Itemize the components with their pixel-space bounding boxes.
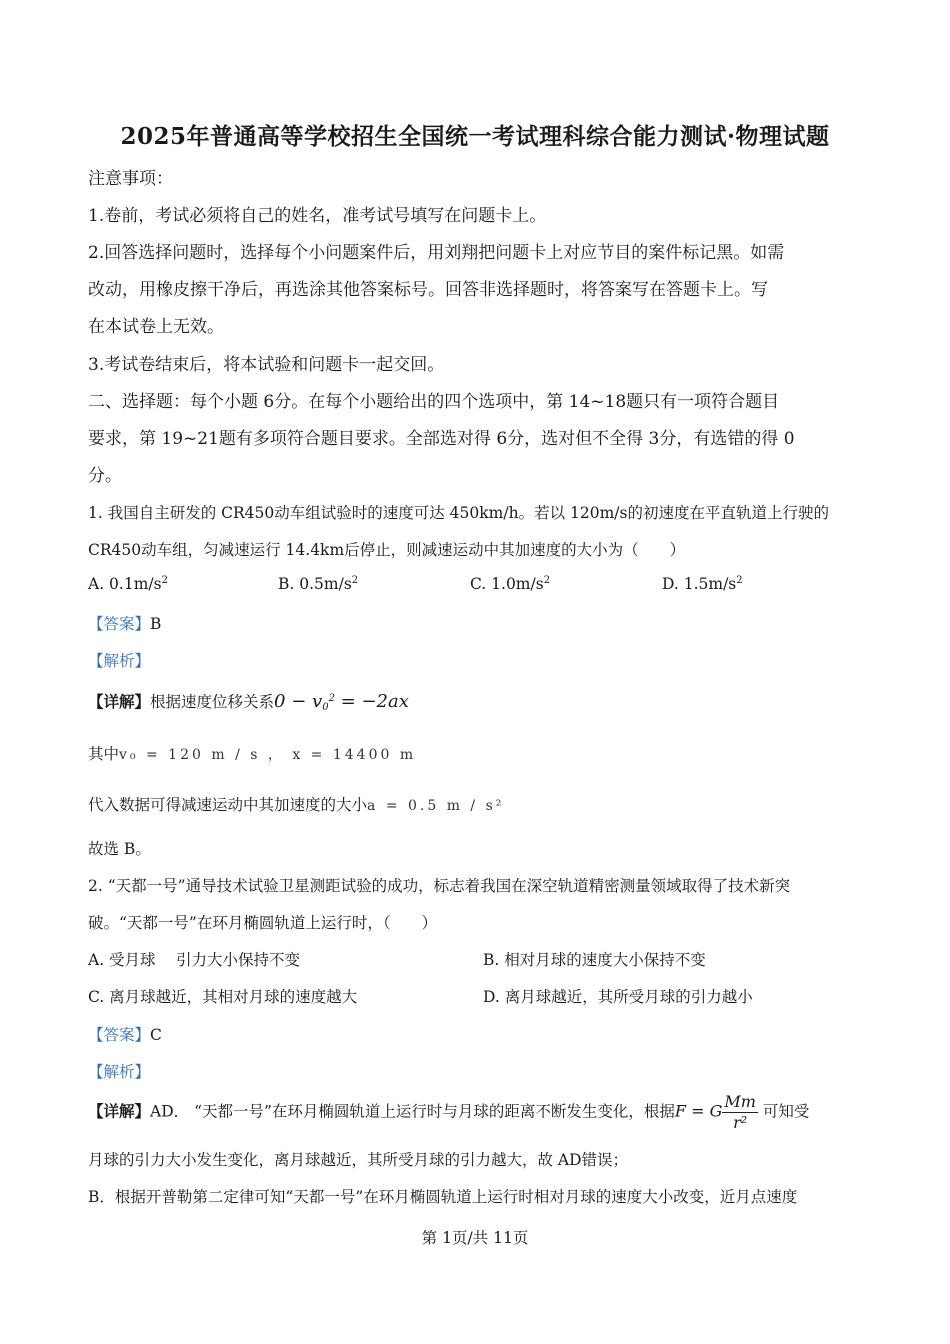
gravitation-fraction: $\frac{Mm}{\text{r²}}$ <box>724 1092 756 1132</box>
question-1-substitution: 代入数据可得减速运动中其加速度的大小a = 0.5 m / s² <box>88 796 505 814</box>
question-1-option-d: D. $1.5m/s^2$ <box>662 575 743 593</box>
question-1-answer: 【答案】B <box>88 615 162 633</box>
section-instructions-line-3: 分。 <box>88 466 122 486</box>
question-2-analysis-tag: 【解析】 <box>88 1063 151 1081</box>
question-1-option-b: B. $0.5m/s^2$ <box>278 575 359 593</box>
question-2-option-b: B. 相对月球的速度大小保持不变 <box>483 951 706 969</box>
question-1-stem-line-2: CR450动车组，匀减速运行 14.4km后停止，则减速运动中其加速度的大小为（ ） <box>88 541 686 559</box>
question-1-option-c: C. $1.0m/s^2$ <box>470 575 551 593</box>
notice-item-2-line-2: 改动，用橡皮擦干净后，再选涂其他答案标号。回答非选择题时，将答案写在答题卡上。写 <box>88 280 768 300</box>
page-footer: 第 1页/共 11页 <box>421 1229 529 1247</box>
question-1-detail: 【详解】根据速度位移关系$0 - v_0^2 = -2ax$ <box>88 691 409 713</box>
notice-heading: 注意事项： <box>88 169 173 189</box>
question-1-stem-line-1: 1. 我国自主研发的 CR450动车组试验时的速度可达 450km/h。若以 120m/s的初速度在平直轨道上行驶的 <box>88 504 829 522</box>
section-instructions-line-2: 要求，第 19~21题有多项符合题目要求。全部选对得 6分，选对但不全得 3分，有选错的得 0 <box>88 429 795 449</box>
question-2-option-a: A. 受月球 引力大小保持不变 <box>88 951 300 969</box>
question-1-conclusion: 故选 B。 <box>88 840 151 858</box>
notice-item-2-line-3: 在本试卷上无效。 <box>88 317 224 337</box>
question-2-option-d: D. 离月球越近，其所受月球的引力越小 <box>483 988 753 1006</box>
notice-item-1: 1.卷前，考试必须将自己的姓名，准考试号填写在问题卡上。 <box>88 206 547 226</box>
question-1-analysis-tag: 【解析】 <box>88 652 151 670</box>
question-2-stem-line-2: 破。“天都一号”在环月椭圆轨道上运行时，（ ） <box>88 914 438 932</box>
question-2-stem-line-1: 2. “天都一号”通导技术试验卫星测距试验的成功，标志着我国在深空轨道精密测量领域取得了技术新突 <box>88 877 791 895</box>
question-1-given-values: 其中v₀ = 120 m / s ， x = 14400 m <box>88 745 417 763</box>
question-2-detail-line-2: 月球的引力大小发生变化，离月球越近，其所受月球的引力越大，故 AD错误； <box>88 1151 629 1169</box>
notice-item-3: 3.考试卷结束后，将本试验和问题卡一起交回。 <box>88 355 445 375</box>
section-instructions-line-1: 二、选择题：每个小题 6分。在每个小题给出的四个选项中，第 14~18题只有一项符合题目 <box>88 392 780 412</box>
page-title: 2025年普通高等学校招生全国统一考试理科综合能力测试·物理试题 <box>120 123 830 150</box>
question-2-option-c: C. 离月球越近，其相对月球的速度越大 <box>88 988 358 1006</box>
question-2-detail-line-1: 【详解】AD． “天都一号”在环月椭圆轨道上运行时与月球的距离不断发生变化，根据F = G $\frac{Mm}{\text{r²}}$ 可知受 <box>88 1092 810 1132</box>
velocity-displacement-formula: $0 - v_0^2 = -2ax$ <box>274 691 409 713</box>
question-2-answer: 【答案】C <box>88 1026 162 1044</box>
question-1-option-a: A. $0.1m/s^2$ <box>88 575 168 593</box>
notice-item-2-line-1: 2.回答选择问题时，选择每个小问题案件后，用刘翔把问题卡上对应节目的案件标记黑。如需 <box>88 243 785 263</box>
question-2-detail-line-3: B．根据开普勒第二定律可知“天都一号”在环月椭圆轨道上运行时相对月球的速度大小改变，近月点速度 <box>88 1188 798 1206</box>
